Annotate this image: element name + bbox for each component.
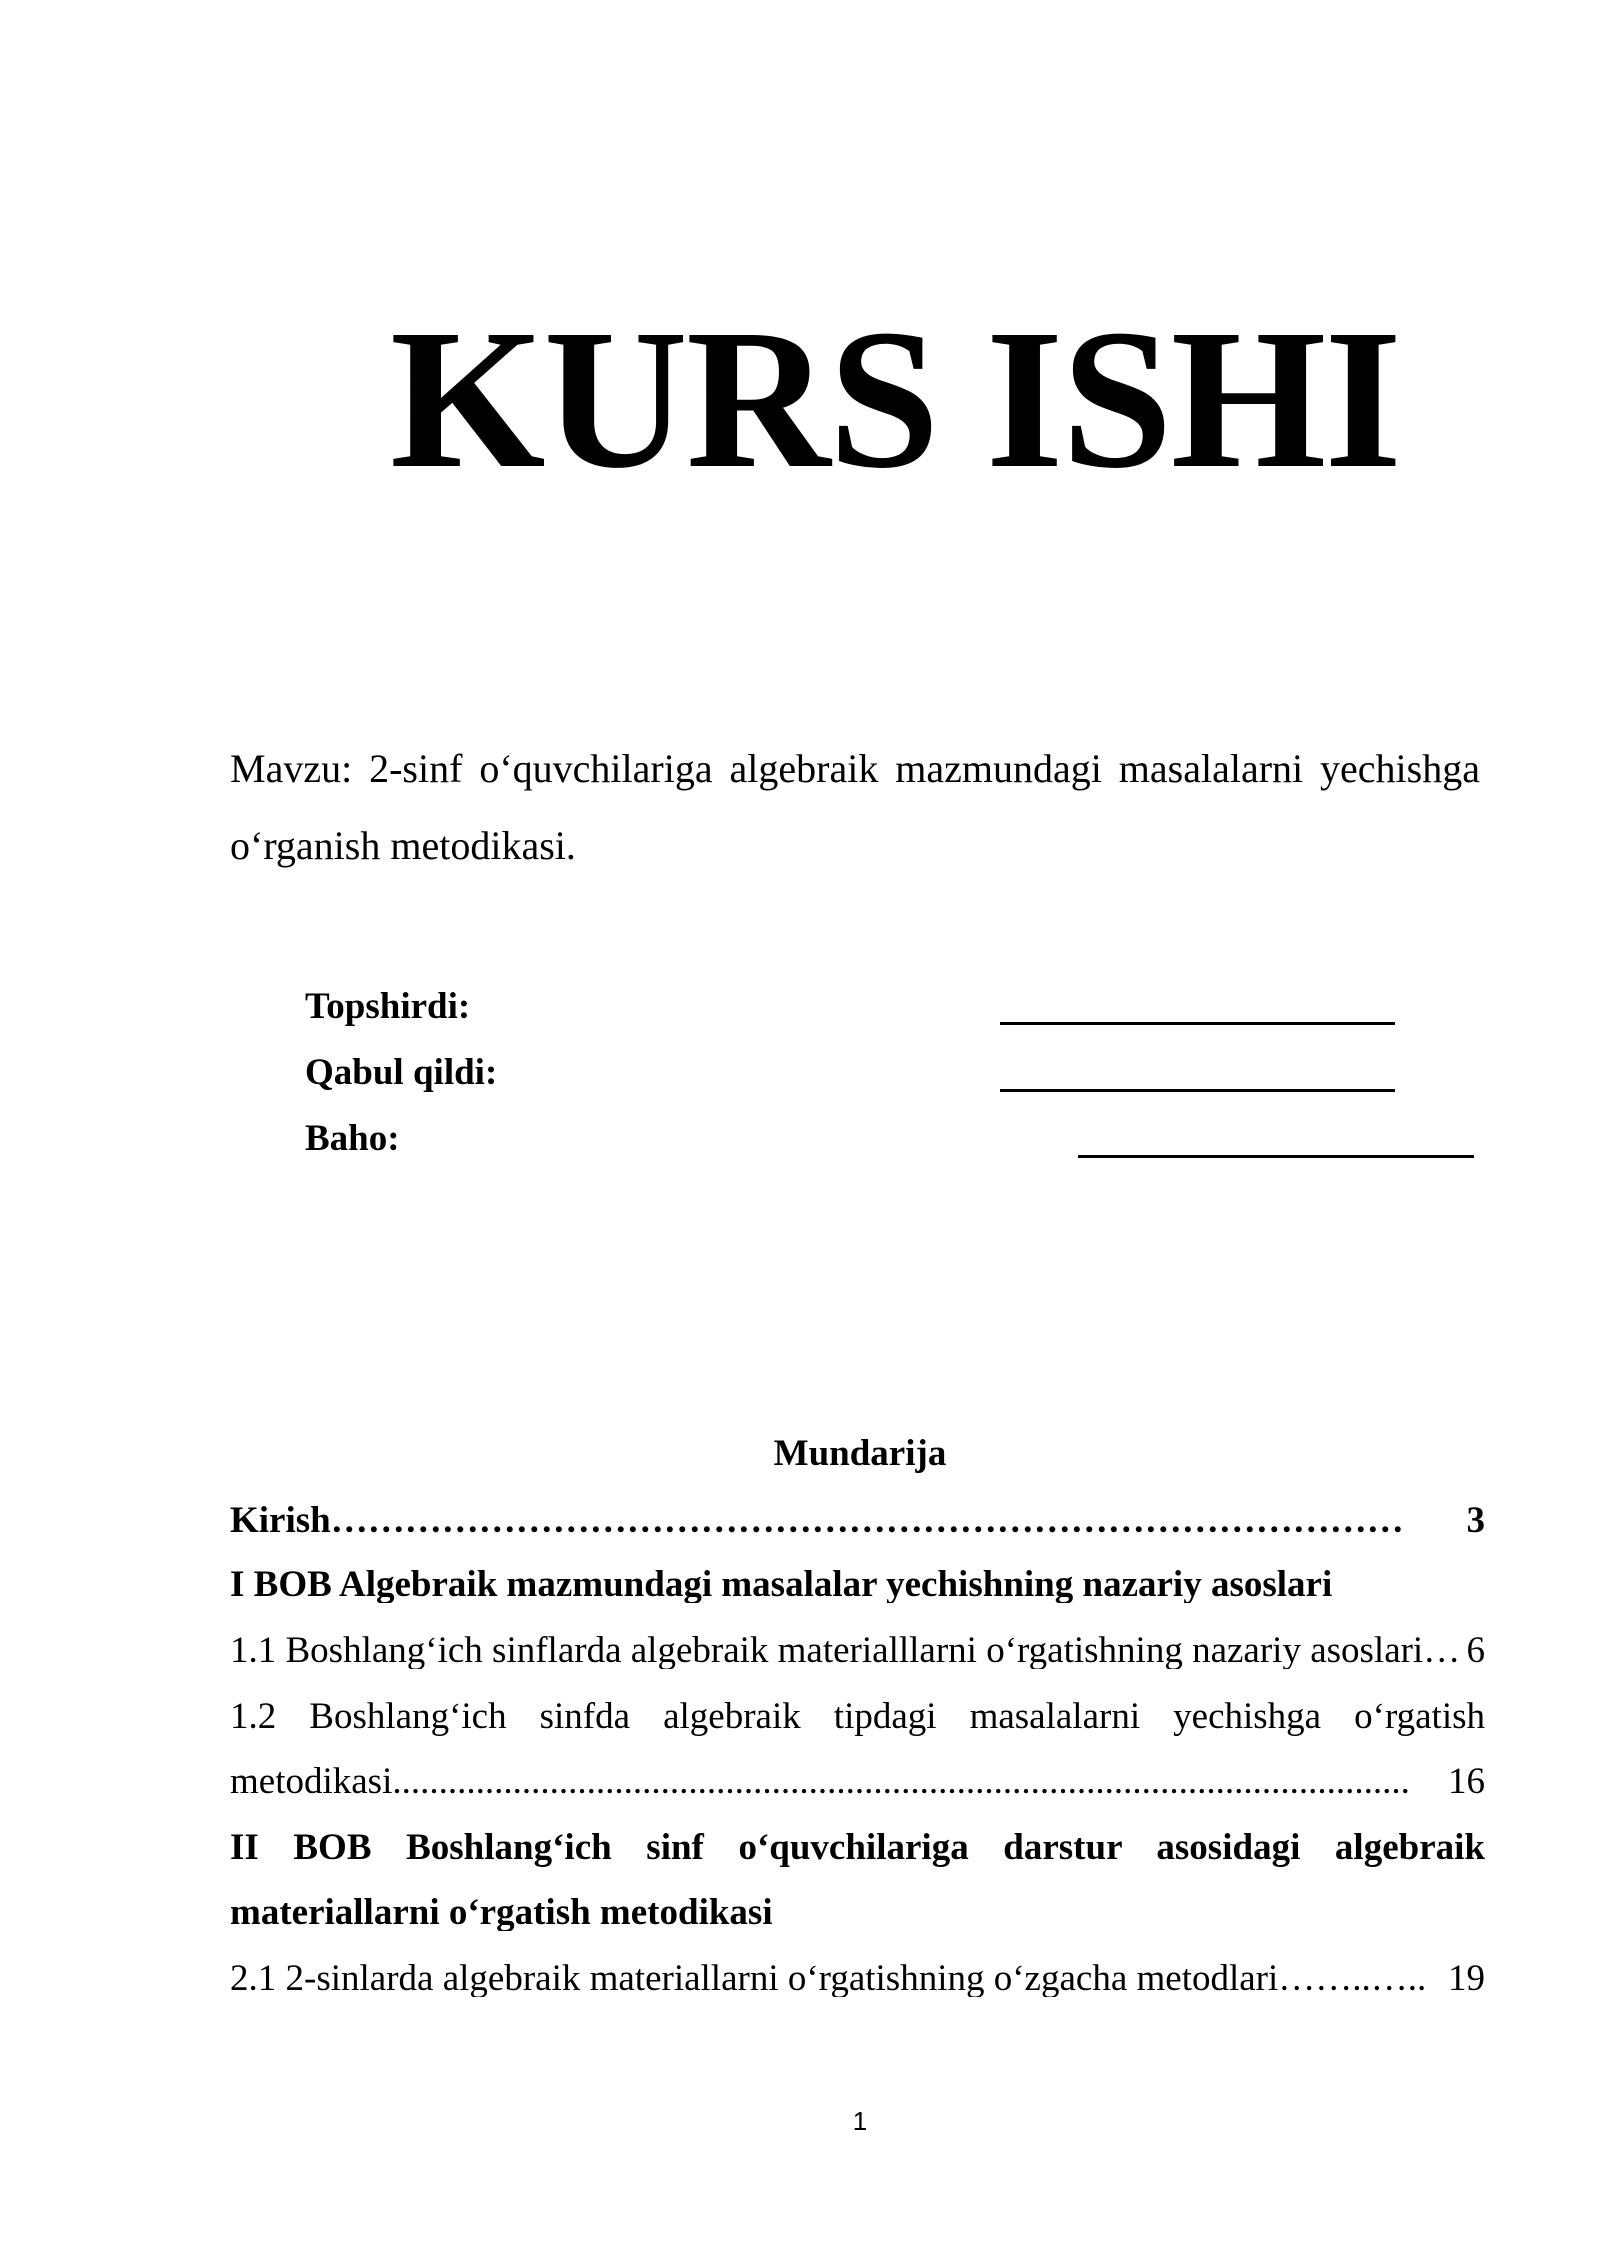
submitted-by-label: Topshirdi: <box>305 986 471 1027</box>
toc-entry-label: metodikasi <box>230 1763 393 1800</box>
accepted-by-label: Qabul qildi: <box>305 1052 498 1093</box>
topic-paragraph: Mavzu: 2-sinf o‘quvchilariga algebraik mazmundagi masalalarni yechishga o‘rganish metodikasi. <box>230 746 1480 868</box>
grade-blank-line <box>1078 1155 1474 1158</box>
toc-page-number: 19 <box>1448 1960 1485 1997</box>
toc-chapter-label: materiallarni o‘rgatish metodikasi <box>230 1894 773 1931</box>
toc-entry-label: 2.1 2-sinlarda algebraik materiallarni o‘rgatishning o‘zgacha metodlari <box>230 1960 1279 1997</box>
toc-chapter-1 <box>230 1566 1485 1603</box>
page-number: 1 <box>852 2106 868 2136</box>
submitted-by-blank-line <box>1000 1022 1395 1025</box>
toc-entry-kirish <box>230 1502 1485 1539</box>
toc-heading: Mundarija <box>773 1433 947 1474</box>
toc-page-number: 16 <box>1448 1763 1485 1800</box>
toc-dot-leader: … <box>1423 1632 1461 1669</box>
toc-entry-2-1 <box>230 1960 1485 1997</box>
toc-entry-label: 1.1 Boshlang‘ich sinflarda algebraik materialllarni o‘rgatishning nazariy asoslari <box>230 1632 1424 1669</box>
toc-page-number: 3 <box>1466 1502 1485 1539</box>
toc-dot-leader: ……..….. <box>1278 1960 1427 1997</box>
toc-entry-1-2-line-2 <box>230 1763 1485 1800</box>
toc-chapter-2-line-1: II BOB Boshlang‘ich sinf o‘quvchilariga darstur asosidagi algebraik <box>230 1827 1485 1868</box>
accepted-by-blank-line <box>1000 1089 1395 1092</box>
toc-dot-leader: …………………………………………………………………………… <box>330 1502 1404 1539</box>
toc-entry-1-1 <box>230 1632 1485 1669</box>
toc-dot-leader: .............................................................................................................. <box>392 1763 1410 1800</box>
toc-page-number: 6 <box>1466 1632 1485 1669</box>
toc-chapter-label: I BOB Algebraik mazmundagi masalalar yechishning nazariy asoslari <box>230 1566 1333 1603</box>
toc-chapter-2-line-2 <box>230 1894 1485 1931</box>
document-title: KURS ISHI <box>390 289 1401 510</box>
toc-entry-1-2-line-1: 1.2 Boshlang‘ich sinfda algebraik tipdagi masalalarni yechishga o‘rgatish <box>230 1696 1485 1737</box>
grade-label: Baho: <box>305 1118 400 1159</box>
toc-entry-label: Kirish <box>230 1502 331 1539</box>
